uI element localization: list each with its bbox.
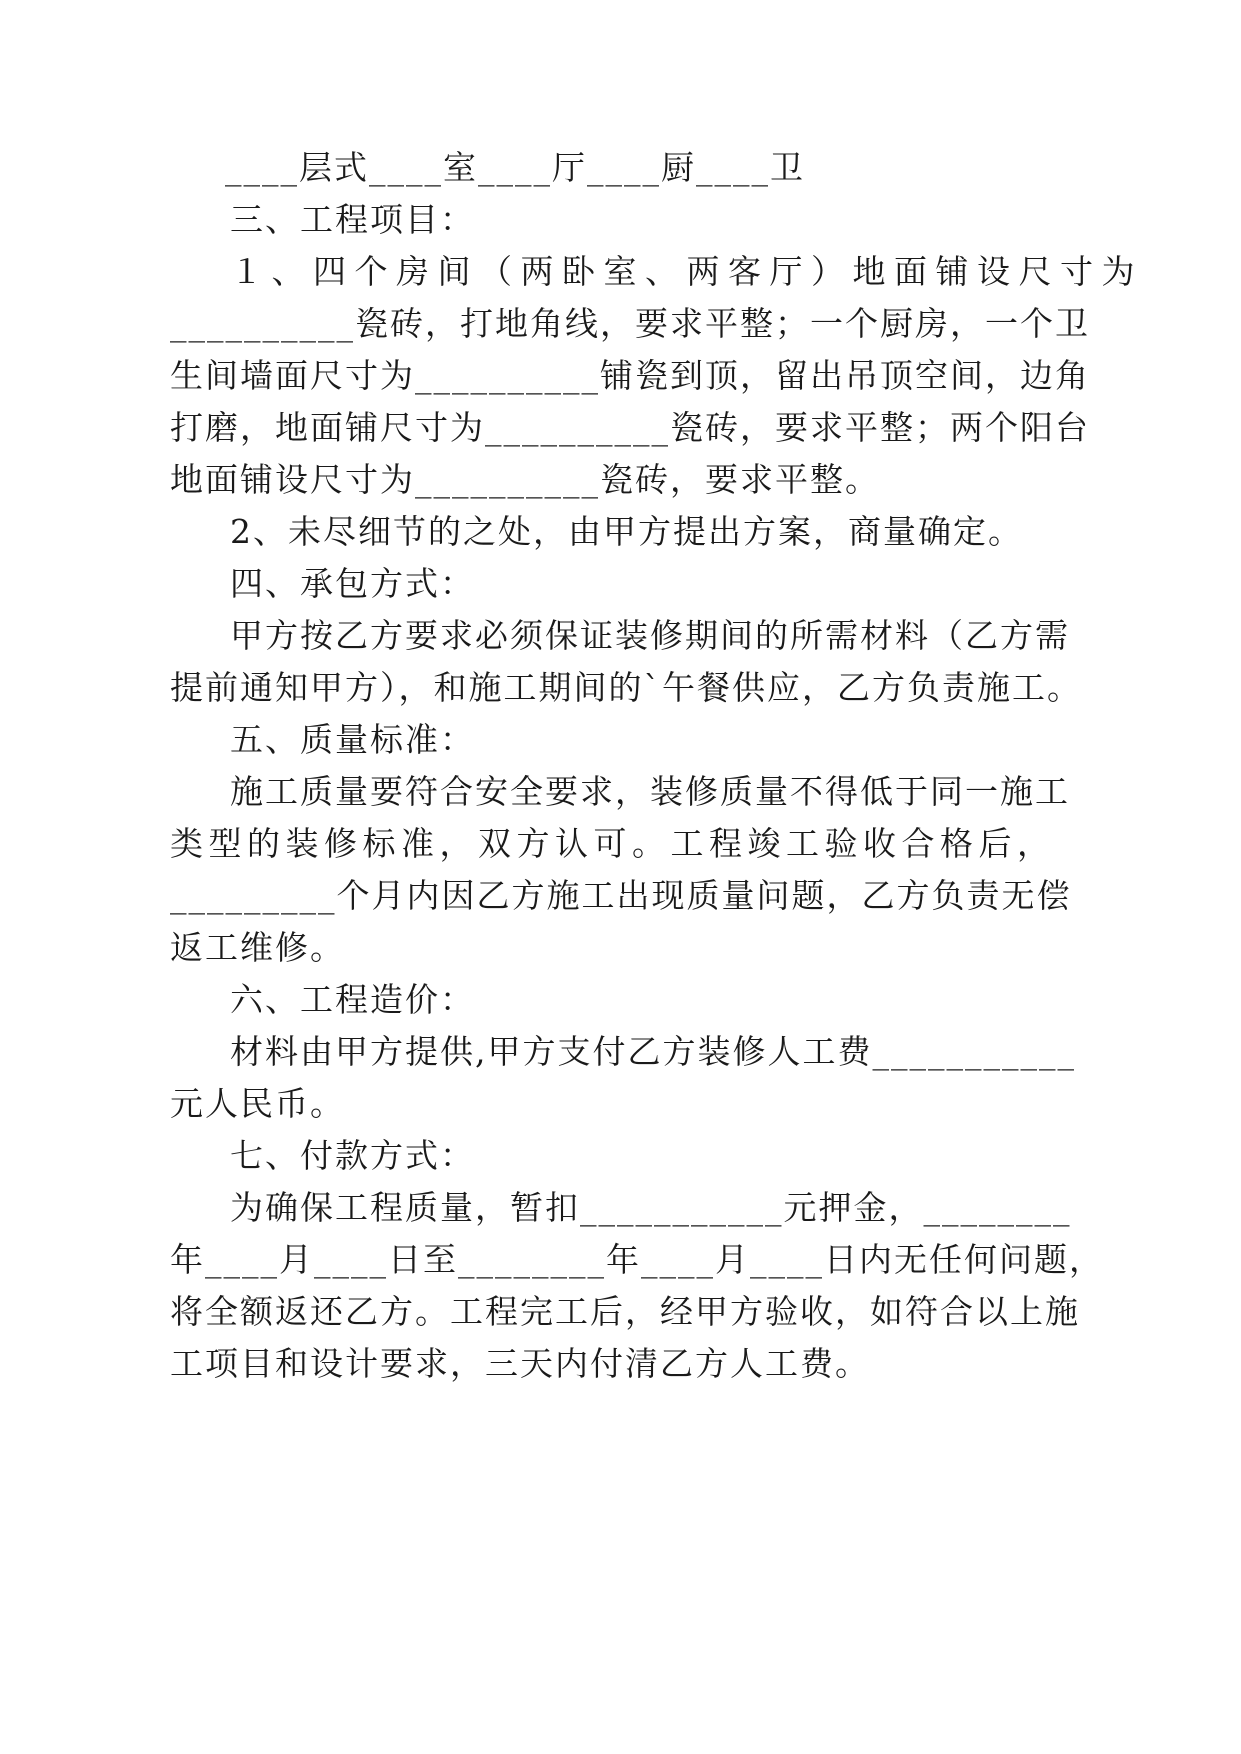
- section-4-para-line-1: 甲方按乙方要求必须保证装修期间的所需材料（乙方需: [230, 616, 1070, 655]
- section-5-heading: 五、质量标准：: [230, 720, 475, 759]
- item-1-line-1: １、四个房间（两卧室、两客厅）地面铺设尺寸为: [230, 252, 1143, 291]
- section-5-para-line-1: 施工质量要符合安全要求，装修质量不得低于同一施工: [230, 772, 1070, 811]
- item-1-line-4: 打磨，地面铺尺寸为__________瓷砖，要求平整；两个阳台: [170, 408, 1090, 447]
- section-7-heading: 七、付款方式：: [230, 1136, 475, 1175]
- section-6-para-line-2: 元人民币。: [170, 1084, 345, 1123]
- section-4-heading: 四、承包方式：: [230, 564, 475, 603]
- section-7-para-line-3: 将全额返还乙方。工程完工后，经甲方验收，如符合以上施: [170, 1292, 1080, 1331]
- section-4-para-line-2: 提前通知甲方），和施工期间的`午餐供应，乙方负责施工。: [170, 668, 1082, 707]
- section-6-heading: 六、工程造价：: [230, 980, 475, 1019]
- section-7-para-line-4: 工项目和设计要求，三天内付清乙方人工费。: [170, 1344, 870, 1383]
- section-6-para-line-1: 材料由甲方提供,甲方支付乙方装修人工费___________: [230, 1032, 1076, 1071]
- item-1-line-2: __________瓷砖，打地角线，要求平整；一个厨房，一个卫: [170, 304, 1090, 343]
- item-2-line: 2、未尽细节的之处，由甲方提出方案，商量确定。: [230, 512, 1023, 551]
- item-1-line-5: 地面铺设尺寸为__________瓷砖，要求平整。: [170, 460, 880, 499]
- section-5-para-line-3: _________个月内因乙方施工出现质量问题，乙方负责无偿: [170, 876, 1072, 915]
- section-3-heading: 三、工程项目：: [230, 200, 475, 239]
- section-5-para-line-2: 类型的装修标准，双方认可。工程竣工验收合格后，: [170, 824, 1056, 863]
- section-7-para-line-2: 年____月____日至________年____月____日内无任何问题，: [170, 1240, 1104, 1279]
- section-7-para-line-1: 为确保工程质量，暂扣___________元押金，________: [230, 1188, 1072, 1227]
- section-5-para-line-4: 返工维修。: [170, 928, 345, 967]
- house-layout-line: ____层式____室____厅____厨____卫: [225, 148, 805, 187]
- item-1-line-3: 生间墙面尺寸为__________铺瓷到顶，留出吊顶空间，边角: [170, 356, 1090, 395]
